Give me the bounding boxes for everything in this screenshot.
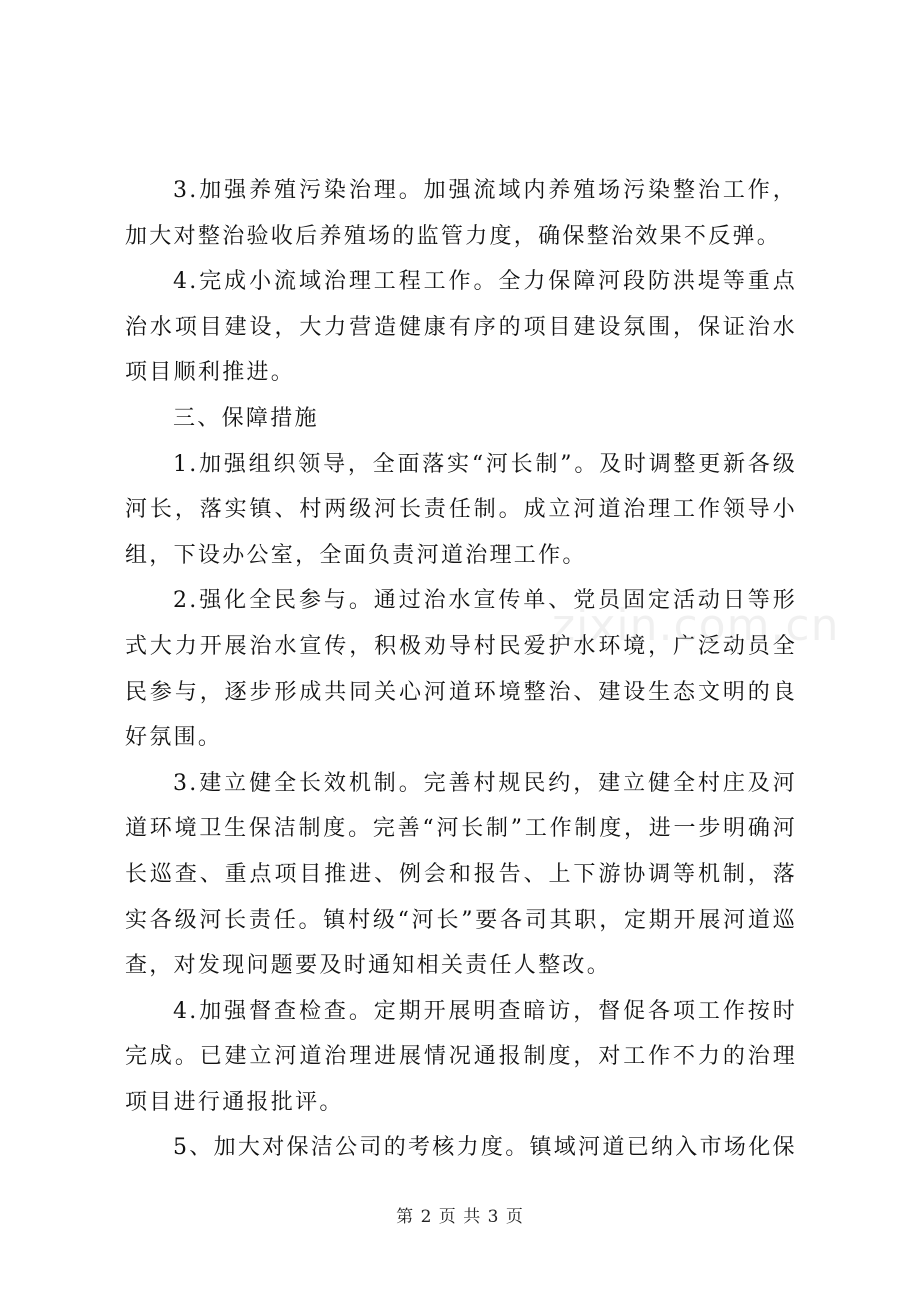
watermark: zixin.com.cn [552,600,840,651]
paragraph-small-watershed: 4.完成小流域治理工程工作。全力保障河段防洪堤等重点治水项目建设，大力营造健康有序的项目建设氛围，保证治水项目顺利推进。 [125,269,797,386]
paragraph-cleaning-assessment: 5、加大对保洁公司的考核力度。镇域河道已纳入市场化保 [173,1135,797,1161]
document-body [125,168,797,1171]
section-heading-safeguards: 三、保障措施 [173,405,319,431]
page-footer: 第 2 页 共 3 页 [396,1207,524,1227]
paragraph-public-participation: 2.强化全民参与。通过治水宣传单、党员固定活动日等形式大力开展治水宣传，积极劝导村民爱护水环境，广泛动员全民参与，逐步形成共同关心河道环境整治、建设生态文明的良好氛围。 [125,588,797,751]
paragraph-leadership: 1.加强组织领导，全面落实“河长制”。及时调整更新各级河长，落实镇、村两级河长责任制。成立河道治理工作领导小组，下设办公室，全面负责河道治理工作。 [125,451,797,568]
paragraph-supervision: 4.加强督查检查。定期开展明查暗访，督促各项工作按时完成。已建立河道治理进展情况通报制度，对工作不力的治理项目进行通报批评。 [125,998,797,1115]
paragraph-long-term-mechanism: 3.建立健全长效机制。完善村规民约，建立健全村庄及河道环境卫生保洁制度。完善“河长制”工作制度，进一步明确河长巡查、重点项目推进、例会和报告、上下游协调等机制，落实各级河长责任。镇村级“河长”要各司其职，定期开展河道巡查，对发现问题要及时通知相关责任人整改。 [125,770,797,979]
paragraph-breeding-pollution: 3.加强养殖污染治理。加强流域内养殖场污染整治工作，加大对整治验收后养殖场的监管力度，确保整治效果不反弹。 [125,178,797,249]
